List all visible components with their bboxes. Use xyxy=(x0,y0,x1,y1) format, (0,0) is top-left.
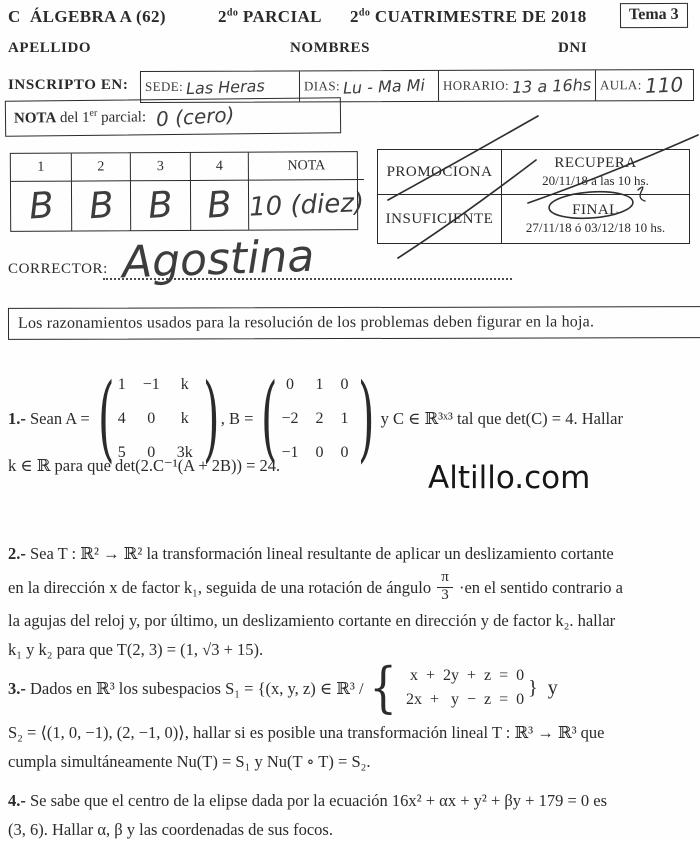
matrix-cell: 0 xyxy=(147,410,156,427)
matrix-cell: 0 xyxy=(340,444,349,461)
grades-header-4: 4 xyxy=(191,153,249,181)
problem-2 xyxy=(8,539,698,664)
nota-word: NOTA xyxy=(13,109,57,127)
grade-nota-handwritten xyxy=(249,180,364,230)
nota-label xyxy=(14,109,146,127)
status-table xyxy=(377,149,690,244)
pi-over-3-fraction xyxy=(437,570,453,604)
problem-2-number: 2.- xyxy=(8,544,26,563)
matrix-cell: 0 xyxy=(147,444,156,461)
final-label: FINAL xyxy=(572,202,619,218)
watermark-text: Altillo.com xyxy=(428,460,591,496)
nota-primer-parcial-box xyxy=(5,97,341,137)
apellido-label: APELLIDO xyxy=(8,40,92,56)
nota-value-handwritten: 0 (cero) xyxy=(155,102,236,132)
notice-box xyxy=(8,306,700,340)
promociona-label: PROMOCIONA xyxy=(386,163,493,180)
matrix-cell: 0 xyxy=(315,444,324,461)
sede-value-handwritten: Las Heras xyxy=(185,75,266,98)
matrix-cell: k xyxy=(180,410,189,427)
grade-4-handwritten xyxy=(191,181,249,230)
problem-3-lead xyxy=(8,674,364,703)
grades-header-2: 2 xyxy=(72,153,131,181)
problem-3-number: 3.- xyxy=(8,678,26,698)
equation-1: x + 2y + z = 0 xyxy=(405,667,525,684)
corrector-name-handwritten: Agostina xyxy=(121,230,316,289)
system-left-brace: { xyxy=(369,656,397,719)
grade-1-handwritten xyxy=(11,182,72,231)
sede-label: SEDE: xyxy=(144,78,184,94)
matrix-cell: 3k xyxy=(176,444,193,461)
left-paren: ( xyxy=(261,363,279,473)
insuficiente-label: INSUFICIENTE xyxy=(385,210,494,227)
matrix-cell: 5 xyxy=(117,444,126,461)
problem-1-lead-text: Sean A = xyxy=(25,409,90,428)
problem-3-line-2: S₂ = ⟨(1, 0, −1), (2, −1, 0)⟩, hallar si es posible una transformación lineal T : ℝ³ → ℝ³ que xyxy=(8,723,605,742)
grade-2-handwritten xyxy=(72,181,131,230)
right-paren: ) xyxy=(202,363,220,473)
aula-cell xyxy=(596,70,693,100)
cuatrimestre-title xyxy=(350,7,587,27)
fraction-denominator: 3 xyxy=(441,587,449,603)
problem-4-line-2: (3, 6). Hallar α, β y las coordenadas de sus focos. xyxy=(8,820,333,839)
problem-2-line-4: k₁ y k₂ para que T(2, 3) = (1, √3 + 15). xyxy=(8,640,264,659)
promociona-cell xyxy=(378,150,501,194)
problem-1-number: 1.- xyxy=(8,409,26,428)
recupera-cell xyxy=(501,150,689,194)
left-paren: ( xyxy=(97,363,115,473)
cuatrimestre-number: 2 xyxy=(350,7,359,26)
problem-2-line-2b: ·en el sentido contrario a xyxy=(454,577,623,597)
dias-label: DIAS: xyxy=(303,78,340,94)
inscripto-label: INSCRIPTO EN: xyxy=(8,77,129,93)
horario-value-handwritten: 13 a 16hs xyxy=(511,74,592,97)
final-cell xyxy=(501,194,689,243)
problem-2-line-1-text: Sea T : ℝ² → ℝ² la transformación lineal resultante de aplicar un deslizamiento cortante xyxy=(25,544,614,563)
fraction-numerator: π xyxy=(437,570,453,588)
aula-label: AULA: xyxy=(599,77,642,93)
grade-letter: B xyxy=(146,184,175,227)
grades-header-1: 1 xyxy=(11,154,72,182)
problem-4 xyxy=(8,786,698,841)
parcial-label: PARCIAL xyxy=(238,7,322,26)
problem-1-tail-text: y C ∈ ℝ³ˣ³ tal que det(C) = 4. Hallar xyxy=(376,409,623,428)
matrix-cell: 0 xyxy=(285,376,294,393)
corrector-label: CORRECTOR: xyxy=(8,261,108,277)
parcial-number: 2 xyxy=(218,7,227,26)
horario-cell xyxy=(439,70,596,101)
problem-2-line-2 xyxy=(8,568,698,606)
matrix-cell: 4 xyxy=(117,410,126,427)
final-date: 27/11/18 ó 03/12/18 10 hs. xyxy=(525,220,666,235)
grades-header-nota: NOTA xyxy=(249,152,364,181)
nota-label-post: parcial: xyxy=(97,108,147,126)
problem-3-line-1 xyxy=(8,658,698,718)
problem-4-line-1 xyxy=(8,786,698,815)
problem-1-lead xyxy=(8,404,90,433)
problem-4-line-1-text: Se sabe que el centro de la elipse dada por la ecuación 16x² + αx + y² + βy + 179 = 0 es xyxy=(25,791,608,810)
tema-badge: Tema 3 xyxy=(620,3,688,28)
matrix-cell: −2 xyxy=(281,410,299,427)
problem-3-line-3: cumpla simultáneamente Nu(T) = S₁ y Nu(T ∘ T) = S₂. xyxy=(8,752,371,771)
nota-label-pre: del 1 xyxy=(56,109,90,126)
aula-value-handwritten: 110 xyxy=(644,72,684,98)
cuatrimestre-ordinal: do xyxy=(358,7,371,19)
equation-system xyxy=(402,664,528,712)
grades-table xyxy=(10,151,365,232)
dni-label: DNI xyxy=(558,40,588,56)
grade-letter: B xyxy=(205,183,234,227)
matrix-cell: 1 xyxy=(117,376,126,393)
matrix-cell: 0 xyxy=(340,376,349,393)
matrix-cell: −1 xyxy=(142,376,160,393)
nota-label-sup: er xyxy=(89,107,98,119)
recupera-label: RECUPERA xyxy=(554,155,637,171)
notice-text: Los razonamientos usados para la resolución de los problemas deben figurar en la hoja. xyxy=(17,313,595,332)
grade-letter: B xyxy=(87,184,115,228)
problem-2-line-2a: en la dirección x de factor k₁, seguida de una rotación de ángulo xyxy=(8,577,436,597)
course-title: C ÁLGEBRA A (62) xyxy=(8,7,166,26)
right-paren: ) xyxy=(358,363,376,473)
cuatrimestre-label: CUATRIMESTRE DE 2018 xyxy=(370,7,587,26)
grades-header-3: 3 xyxy=(131,153,191,181)
problem-4-number: 4.- xyxy=(8,791,26,810)
insuficiente-cell xyxy=(378,194,501,243)
recupera-date: 20/11/18 a las 10 hs. xyxy=(542,173,649,188)
problem-1-mid-text: , B = xyxy=(220,409,254,428)
nombres-label: NOMBRES xyxy=(290,40,371,56)
parcial-title xyxy=(218,7,322,27)
problem-3-line-1b: } y xyxy=(528,676,558,699)
problem-3 xyxy=(8,658,698,776)
matrix-cell: k xyxy=(180,376,189,393)
equation-2: 2x + y − z = 0 xyxy=(405,691,525,708)
grade-letter: B xyxy=(27,184,55,228)
grade-final: 10 (diez) xyxy=(248,187,365,223)
parcial-ordinal: do xyxy=(226,7,239,19)
matrix-cell: −1 xyxy=(281,444,299,461)
horario-label: HORARIO: xyxy=(442,77,510,93)
grade-3-handwritten xyxy=(131,181,191,230)
matrix-cell: 1 xyxy=(315,376,324,393)
matrix-cell: 2 xyxy=(315,410,324,427)
problem-1-line-2: k ∈ ℝ para que det(2.C⁻¹(A + 2B)) = 24. xyxy=(8,456,281,475)
problem-2-line-3: la agujas del reloj y, por último, un deslizamiento cortante en dirección y de factor k₂. hallar xyxy=(8,611,616,630)
matrix-cell: 1 xyxy=(340,410,349,427)
dias-value-handwritten: Lu - Ma Mi xyxy=(342,75,426,98)
problem-2-line-1 xyxy=(8,539,698,568)
problem-3-line-1a: Dados en ℝ³ los subespacios S₁ = {(x, y, z) ∈ ℝ³ / xyxy=(25,678,364,698)
